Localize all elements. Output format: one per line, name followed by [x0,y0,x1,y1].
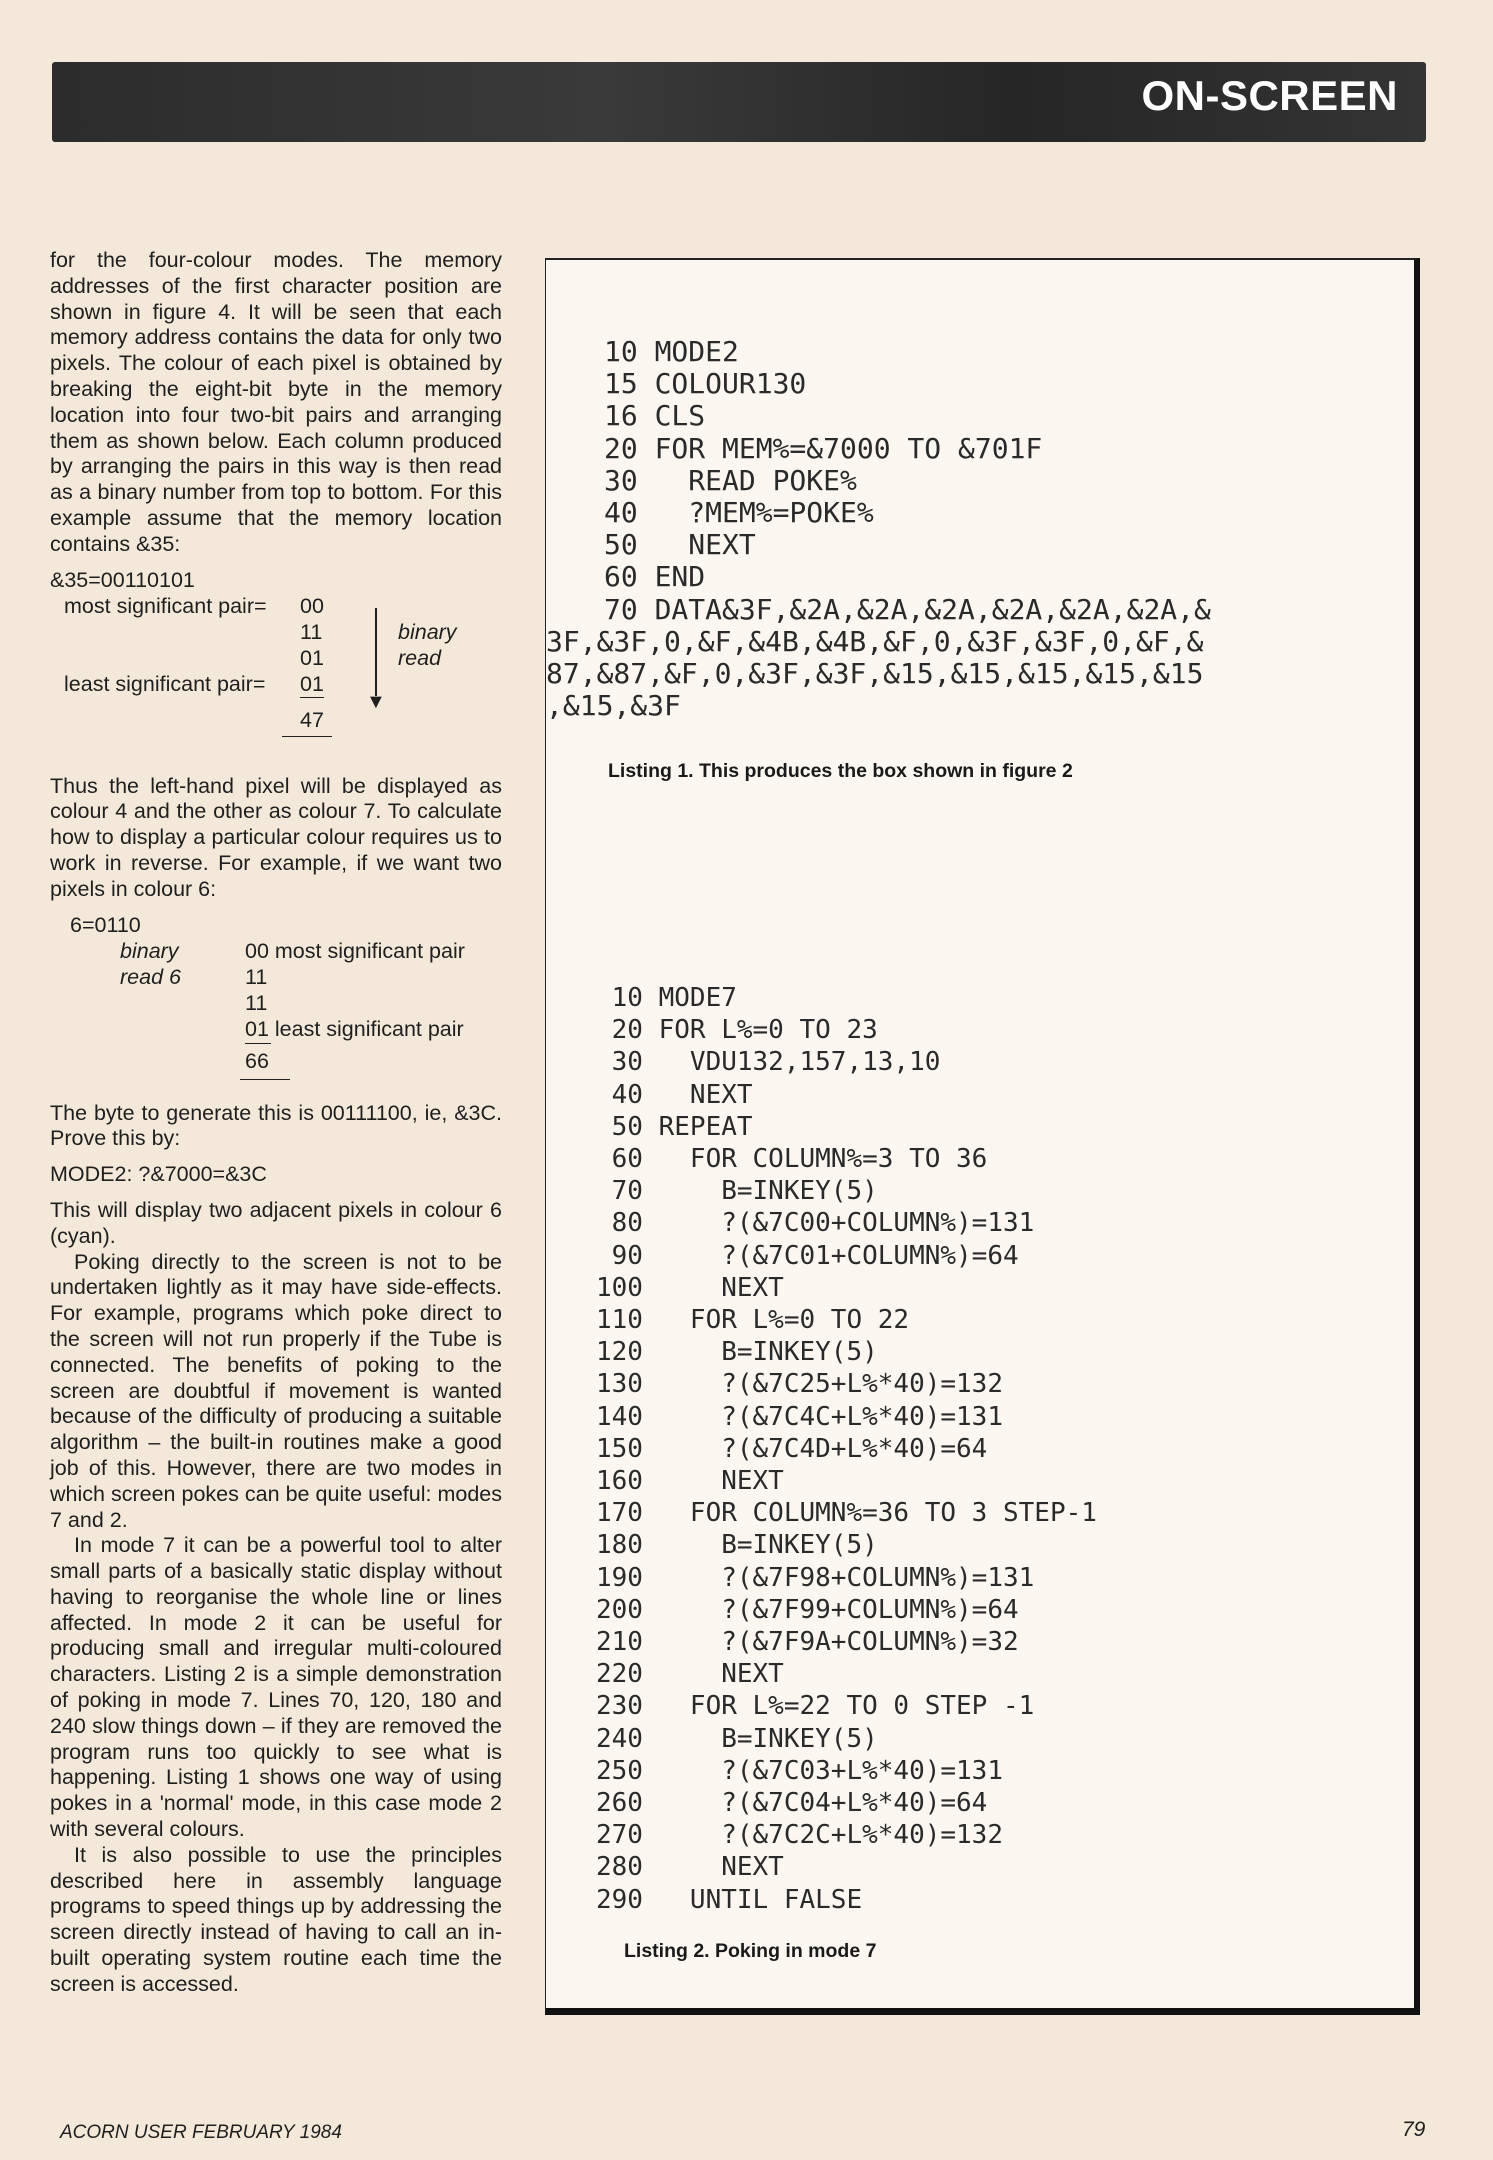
code-line: 290 UNTIL FALSE [596,1884,863,1915]
code-line: 230 FOR L%=22 TO 0 STEP -1 [596,1691,1035,1722]
code-line: 140 ?(&7C4C+L%*40)=131 [596,1401,1003,1432]
code-line: 40 ?MEM%=POKE% [604,496,874,530]
code-line: 10 MODE2 [604,335,739,368]
calc-row: 01 least significant pair [245,1016,464,1041]
code-line: 260 ?(&7C04+L%*40)=64 [596,1788,988,1819]
code-line: 40 NEXT [596,1079,753,1110]
code-line: 80 ?(&7C00+COLUMN%)=131 [596,1208,1035,1239]
calc-row: 11 [245,964,268,989]
paragraph: The byte to generate this is 00111100, ie, &3C. Prove this by: [50,1100,502,1151]
article-column [50,248,502,1998]
calc-result: 47 [300,707,324,732]
listing-1-code [546,335,1211,723]
code-line: 30 VDU132,157,13,10 [596,1047,941,1078]
paragraph: for the four-colour modes. The memory addresses of the first character position are shown in figure 4. It will be seen that each memory address contains the data for only two pixels. The colour of each pixel is obtained by breaking the eight-bit byte in the memory location into four two-bit pairs and arranging them as shown below. Each column produced by arranging the pairs in this way is then read as a binary number from top to bottom. For this example assume that the memory location contains &35: [50,248,502,556]
code-line: 190 ?(&7F98+COLUMN%)=131 [596,1562,1035,1593]
binary-calculation-1 [50,568,502,768]
calc-result: 66 [245,1048,269,1073]
calc-row: 11 [245,990,268,1015]
code-line: ,&15,&3F [546,689,681,723]
code-line: 60 FOR COLUMN%=3 TO 36 [596,1144,988,1175]
code-line: 170 FOR COLUMN%=36 TO 3 STEP-1 [596,1498,1097,1529]
footer-publication: ACORN USER FEBRUARY 1984 [60,2122,342,2143]
calc-note: binary [398,619,457,644]
paragraph: Poking directly to the screen is not to be undertaken lightly as it may have side-effects. For example, programs which poke direct to the screen will not run properly if the Tube is connected. The benefits of poking to the screen are doubtful if movement is wanted because of the difficulty of producing a suitable algorithm – the built-in routines make a good job of this. However, there are two modes in which screen pokes can be quite useful: modes 7 and 2. [50,1249,502,1532]
paragraph: This will display two adjacent pixels in colour 6 (cyan). [50,1197,502,1248]
section-title: ON-SCREEN [1141,72,1398,119]
code-line: 110 FOR L%=0 TO 22 [596,1305,910,1336]
calc-label: least significant pair= [64,671,266,696]
divider [245,1043,271,1044]
calc-note: read 6 [120,964,181,989]
code-line: 280 NEXT [596,1852,784,1883]
code-line: 90 ?(&7C01+COLUMN%)=64 [596,1240,1019,1271]
paragraph: It is also possible to use the principles described here in assembly language programs to speed things up by addressing the screen directly instead of having to call an in-built operating system routine each time the screen is accessed. [50,1842,502,1996]
calc-line: 6=0110 [70,912,141,937]
code-line: 180 B=INKEY(5) [596,1530,878,1561]
code-line: 130 ?(&7C25+L%*40)=132 [596,1369,1003,1400]
code-line: 200 ?(&7F99+COLUMN%)=64 [596,1594,1019,1625]
calc-pair: 01 [300,645,324,670]
section-header-bar [52,62,1426,142]
code-line: 30 READ POKE% [604,463,857,497]
code-line: 60 END [604,560,706,594]
code-line: 210 ?(&7F9A+COLUMN%)=32 [596,1627,1019,1658]
calc-row: 00 most significant pair [245,938,465,963]
binary-calculation-2 [50,909,502,1089]
code-line: 87,&87,&F,0,&3F,&3F,&15,&15,&15,&15,&15 [546,657,1204,691]
code-line: 16 CLS [604,399,706,433]
calc-label: most significant pair= [64,593,267,618]
code-line: 3F,&3F,0,&F,&4B,&4B,&F,0,&3F,&3F,0,&F,& [546,624,1204,658]
page-number: 79 [1402,2118,1426,2141]
code-line: 15 COLOUR130 [604,367,807,401]
code-line: 70 B=INKEY(5) [596,1176,878,1207]
calc-pair: 01 [300,672,324,699]
paragraph: Thus the left-hand pixel will be displayed as colour 4 and the other as colour 7. To calculate how to display a particular colour requires us to work in reverse. For example, if we want two pixels in colour 6: [50,773,502,901]
divider [282,736,332,737]
listing-1-caption: Listing 1. This produces the box shown in figure 2 [608,760,1073,782]
code-line: 20 FOR MEM%=&7000 TO &701F [604,431,1043,465]
code-line: 270 ?(&7C2C+L%*40)=132 [596,1820,1003,1851]
paragraph: In mode 7 it can be a powerful tool to alter small parts of a basically static display without having to reorganise the whole line or lines affected. In mode 2 it can be useful for producing small and irregular multi-coloured characters. Listing 2 is a simple demonstration of poking in mode 7. Lines 70, 120, 180 and 240 slow things down – if they are removed the program runs too quickly to see what is happening. Listing 1 shows one way of using pokes in a 'normal' mode, in this case mode 2 with several colours. [50,1533,502,1842]
code-line: 50 REPEAT [596,1111,753,1142]
listing-2-caption: Listing 2. Poking in mode 7 [624,1940,877,1962]
down-arrow-icon: ▼ [366,690,386,713]
code-line: 50 NEXT [604,528,756,562]
code-line: 70 DATA&3F,&2A,&2A,&2A,&2A,&2A,&2A,& [604,592,1211,626]
calc-pair: 00 [300,593,324,618]
divider [240,1079,290,1080]
inline-code: MODE2: ?&7000=&3C [50,1162,267,1187]
code-line: 160 NEXT [596,1466,784,1497]
calc-pair: 11 [300,619,323,644]
code-line: 150 ?(&7C4D+L%*40)=64 [596,1433,988,1464]
code-line: 240 B=INKEY(5) [596,1723,878,1754]
code-line: 100 NEXT [596,1272,784,1303]
code-line: 220 NEXT [596,1659,784,1690]
arrow-line [375,608,377,696]
code-line: 20 FOR L%=0 TO 23 [596,1015,878,1046]
calc-note: read [398,645,442,670]
calc-note: binary [120,938,179,963]
code-line: 10 MODE7 [596,983,737,1013]
code-line: 250 ?(&7C03+L%*40)=131 [596,1755,1003,1786]
listings-box [545,258,1420,2015]
listing-2-code [596,982,1097,1916]
calc-line: &35=00110101 [50,567,195,592]
code-line: 120 B=INKEY(5) [596,1337,878,1368]
